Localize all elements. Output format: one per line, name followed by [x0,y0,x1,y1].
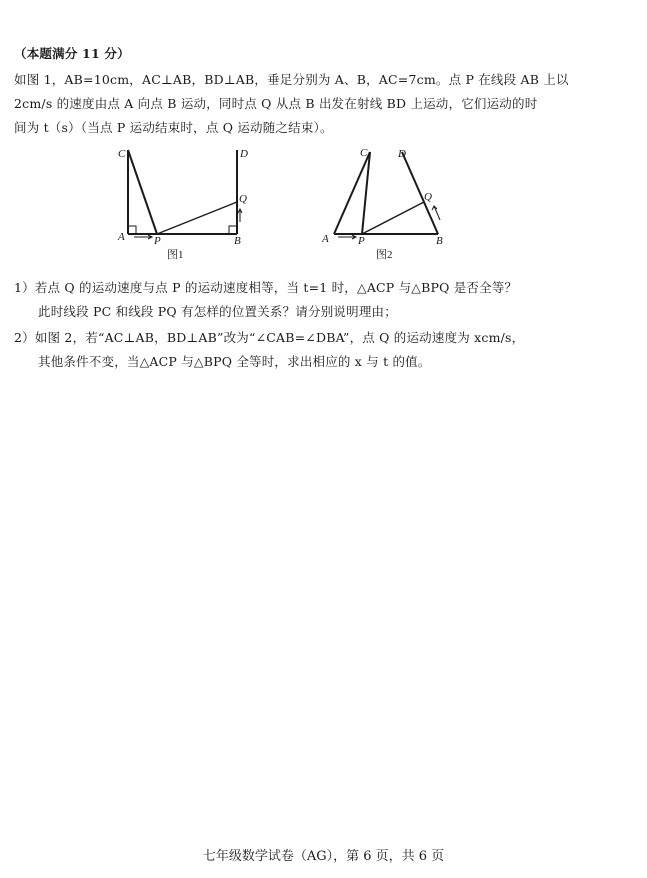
figure-1-svg [110,140,260,270]
page-footer: 七年级数学试卷（AG），第 6 页，共 6 页 [202,849,445,864]
label-d: D [398,148,406,160]
label-p: P [154,235,161,247]
segment-cp [362,152,370,234]
label-a: A [322,233,329,245]
label-q: Q [239,193,247,205]
label-a: A [118,231,125,243]
label-c: C [118,148,126,160]
figure-1-caption: 图1 [167,249,184,261]
problem-line-1: 如图 1，AB=10cm，AC⊥AB，BD⊥AB，垂足分别为 A、B，AC=7cm。点 P 在线段 AB 上以 [14,72,569,87]
figure-1 [110,140,260,270]
label-b: B [436,235,443,247]
segment-pq [362,202,424,234]
label-p: P [358,235,365,247]
question-1-line-2: 此时线段 PC 和线段 PQ 有怎样的位置关系？请分别说明理由； [38,304,397,319]
segment-bd [402,152,438,234]
problem-line-3: 间为 t（s）（当点 P 运动结束时，点 Q 运动随之结束）。 [14,120,333,135]
right-angle-a [128,226,136,234]
problem-line-2: 2cm/s 的速度由点 A 向点 B 运动，同时点 Q 从点 B 出发在射线 BD 上运动，它们运动的时 [14,96,538,111]
label-d: D [240,148,248,160]
score-header: （本题满分 11 分） [14,46,130,61]
figure-2-svg [310,140,460,270]
figure-2 [310,140,460,270]
question-2-line-1: 2）如图 2，若“AC⊥AB，BD⊥AB”改为“∠CAB=∠DBA”，点 Q 的运动速度为 xcm/s， [14,330,525,345]
right-angle-b [229,226,237,234]
figure-2-caption: 图2 [376,249,393,261]
question-2-line-2: 其他条件不变，当△ACP 与△BPQ 全等时，求出相应的 x 与 t 的值。 [38,354,431,369]
segment-pq [157,202,237,234]
segment-ac [334,152,370,234]
label-q: Q [424,191,432,203]
label-c: C [360,147,368,159]
motion-arrow-q [434,206,440,220]
label-b: B [234,235,241,247]
question-1-line-1: 1）若点 Q 的运动速度与点 P 的运动速度相等，当 t=1 时，△ACP 与△BPQ 是否全等？ [14,280,518,295]
segment-cp [128,150,157,234]
